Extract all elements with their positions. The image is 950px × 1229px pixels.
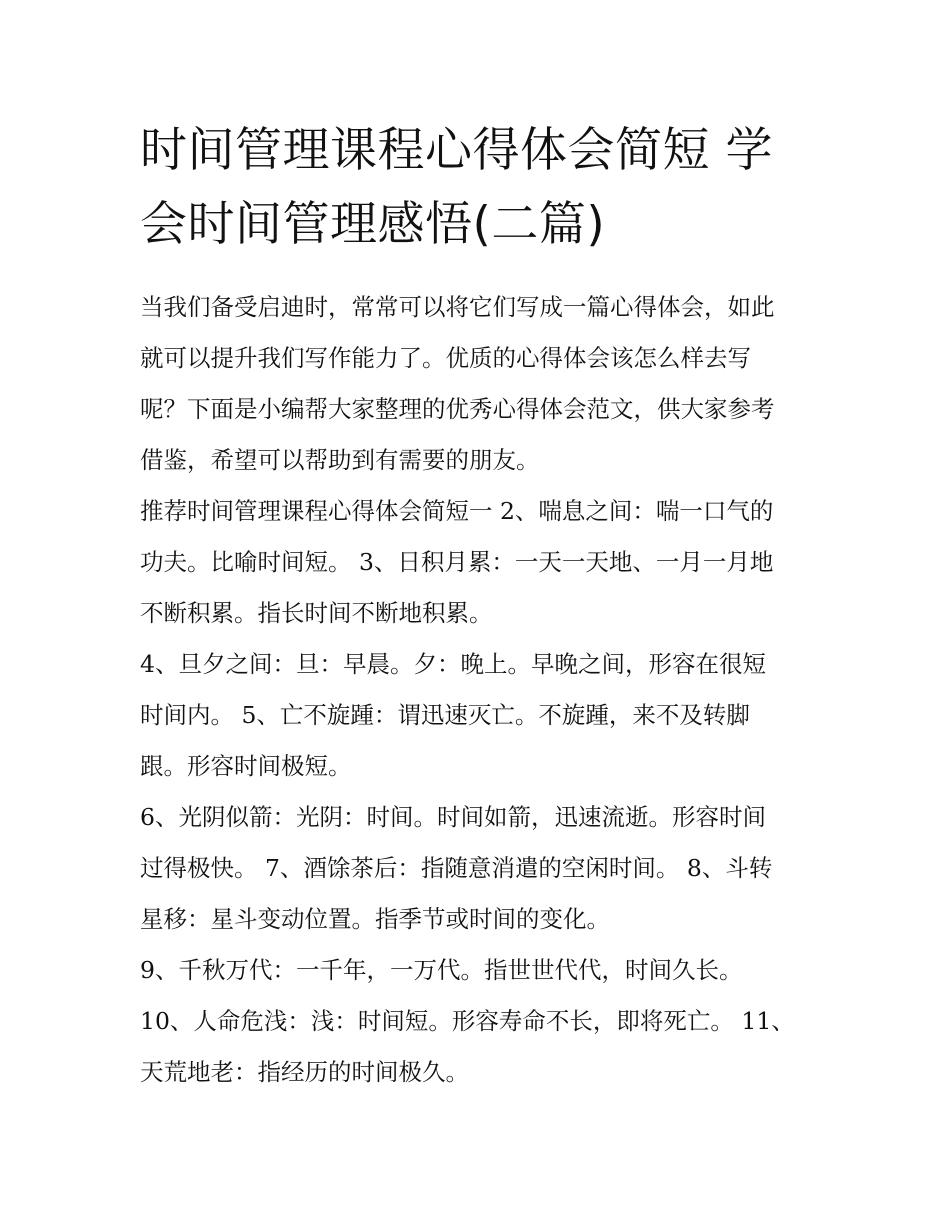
text-line: 跟。形容时间极短。 [140,752,352,780]
document-content [140,114,820,1098]
body-paragraph [140,486,820,639]
text-line: 推荐时间管理课程心得体会简短一 2、喘息之间：喘一口气的 [140,497,774,525]
text-line: 当我们备受启迪时，常常可以将它们写成一篇心得体会，如此 [140,293,775,321]
text-line: 呢？下面是小编帮大家整理的优秀心得体会范文，供大家参考 [140,395,775,423]
text-line: 时间内。 5、亡不旋踵：谓迅速灭亡。不旋踵，来不及转脚 [140,701,750,729]
text-line: 天荒地老：指经历的时间极久。 [140,1058,469,1086]
text-line: 星移：星斗变动位置。指季节或时间的变化。 [140,905,610,933]
body-paragraph [140,639,820,792]
document-title [140,114,820,262]
text-line: 不断积累。指长时间不断地积累。 [140,599,493,627]
body-paragraph [140,945,820,996]
text-line: 功夫。比喻时间短。 3、日积月累：一天一天地、一月一月地 [140,548,774,576]
intro-paragraph [140,282,820,486]
text-line: 9、千秋万代：一千年，一万代。指世世代代，时间久长。 [140,956,743,984]
body-paragraph [140,996,820,1098]
title-line: 时间管理课程心得体会简短 学 [140,123,773,178]
text-line: 4、旦夕之间：旦：早晨。夕：晚上。早晚之间，形容在很短 [140,650,766,678]
title-line: 会时间管理感悟(二篇) [140,197,606,252]
text-line: 就可以提升我们写作能力了。优质的心得体会该怎么样去写 [140,344,751,372]
text-line: 借鉴，希望可以帮助到有需要的朋友。 [140,446,540,474]
text-line: 10、人命危浅：浅：时间短。形容寿命不长，即将死亡。 11、 [140,1007,795,1035]
text-line: 过得极快。 7、酒馀茶后：指随意消遣的空闲时间。 8、斗转 [140,854,773,882]
text-line: 6、光阴似箭：光阴：时间。时间如箭，迅速流逝。形容时间 [140,803,766,831]
body-paragraph [140,792,820,945]
